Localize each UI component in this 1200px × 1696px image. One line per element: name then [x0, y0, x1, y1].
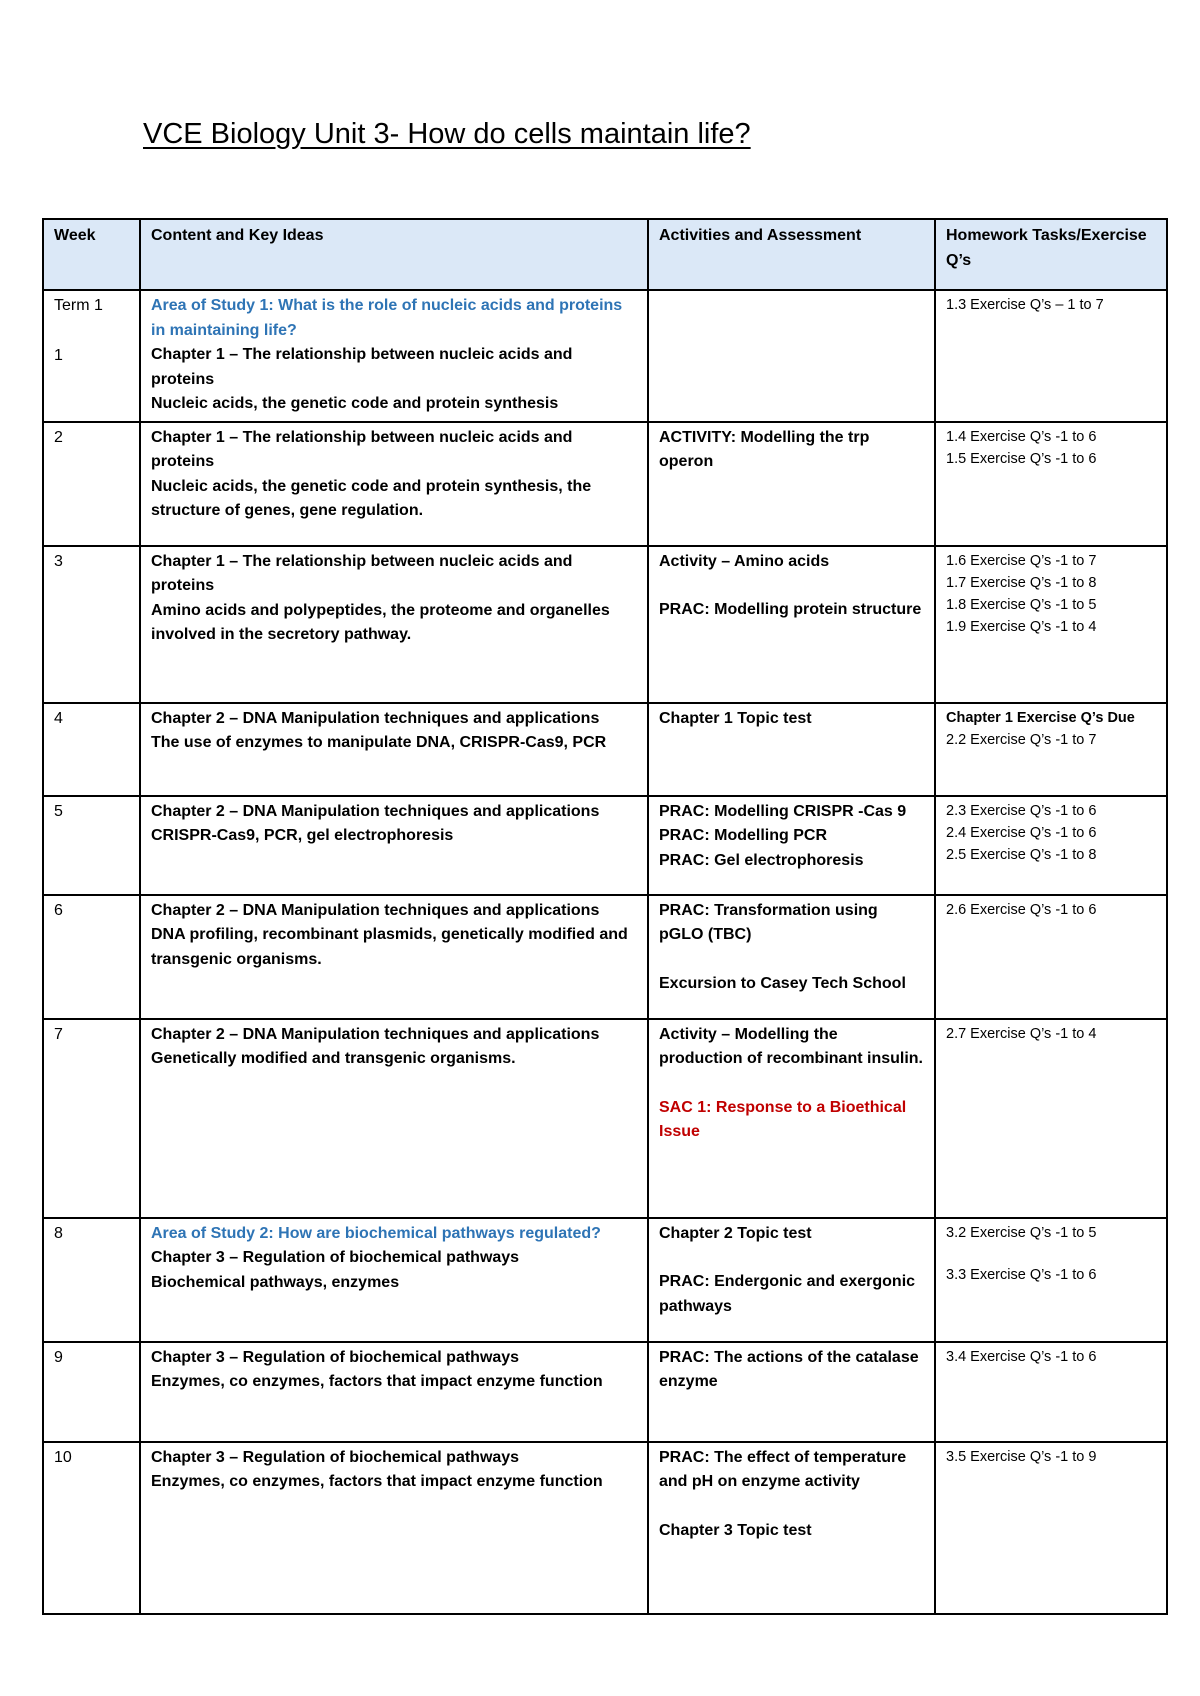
week-cell: 7 — [43, 1019, 140, 1218]
homework-item: 1.9 Exercise Q’s -1 to 4 — [946, 618, 1097, 635]
table-row — [43, 422, 1167, 546]
content-cell — [140, 1019, 648, 1218]
homework-due-notice: Chapter 1 Exercise Q’s Due — [946, 709, 1135, 726]
activity-item: PRAC: Modelling CRISPR -Cas 9 — [659, 802, 907, 820]
header-activities: Activities and Assessment — [648, 219, 935, 290]
content-cell — [140, 546, 648, 703]
chapter-title: Chapter 2 – DNA Manipulation techniques and applications — [151, 901, 600, 919]
homework-item: 2.3 Exercise Q’s -1 to 6 — [946, 802, 1097, 819]
activity-item: Activity – Amino acids — [659, 552, 830, 570]
activities-cell — [648, 703, 935, 796]
activities-cell — [648, 796, 935, 895]
content-cell — [140, 422, 648, 546]
activity-item: Chapter 1 Topic test — [659, 709, 812, 727]
week-cell: 10 — [43, 1442, 140, 1614]
table-row — [43, 796, 1167, 895]
activities-cell — [648, 290, 935, 422]
homework-item: 2.2 Exercise Q’s -1 to 7 — [946, 731, 1097, 748]
chapter-title: Chapter 3 – Regulation of biochemical pathways — [151, 1348, 520, 1366]
activities-cell — [648, 1442, 935, 1614]
activity-item: PRAC: Modelling PCR — [659, 827, 827, 844]
homework-item: 1.6 Exercise Q’s -1 to 7 — [946, 552, 1097, 569]
table-header-row — [43, 219, 1167, 290]
area-of-study: Area of Study 1: What is the role of nucleic acids and proteins in maintaining life? — [151, 297, 623, 339]
table-row — [43, 703, 1167, 796]
activities-cell — [648, 895, 935, 1019]
homework-item: 2.4 Exercise Q’s -1 to 6 — [946, 824, 1097, 841]
homework-item: 1.8 Exercise Q’s -1 to 5 — [946, 596, 1097, 613]
week-cell: 2 — [43, 422, 140, 546]
table-row — [43, 546, 1167, 703]
homework-item: 1.4 Exercise Q’s -1 to 6 — [946, 428, 1097, 445]
activity-item: PRAC: Modelling protein structure — [659, 601, 922, 618]
activity-item: PRAC: Transformation using pGLO (TBC) — [659, 901, 878, 943]
activities-cell — [648, 1342, 935, 1442]
week-cell: 6 — [43, 895, 140, 1019]
week-cell: 3 — [43, 546, 140, 703]
key-ideas: DNA profiling, recombinant plasmids, genetically modified and transgenic organisms. — [151, 926, 628, 968]
homework-item: 2.7 Exercise Q’s -1 to 4 — [946, 1025, 1097, 1042]
chapter-title: Chapter 2 – DNA Manipulation techniques and applications — [151, 1025, 600, 1043]
homework-cell — [935, 1218, 1167, 1342]
header-content: Content and Key Ideas — [140, 219, 648, 290]
key-ideas: Nucleic acids, the genetic code and protein synthesis — [151, 395, 559, 412]
homework-cell — [935, 1442, 1167, 1614]
chapter-title: Chapter 2 – DNA Manipulation techniques and applications — [151, 802, 600, 820]
activity-item: Excursion to Casey Tech School — [659, 974, 906, 992]
homework-item: 1.7 Exercise Q’s -1 to 8 — [946, 574, 1097, 591]
homework-item: 1.3 Exercise Q’s – 1 to 7 — [946, 297, 1104, 313]
homework-item: 3.2 Exercise Q’s -1 to 5 — [946, 1224, 1097, 1241]
key-ideas: CRISPR-Cas9, PCR, gel electrophoresis — [151, 827, 454, 844]
homework-item: 1.5 Exercise Q’s -1 to 6 — [946, 450, 1097, 467]
homework-item: 3.3 Exercise Q’s -1 to 6 — [946, 1266, 1097, 1283]
key-ideas: Biochemical pathways, enzymes — [151, 1273, 400, 1291]
activity-item: Chapter 3 Topic test — [659, 1521, 812, 1539]
table-row — [43, 1342, 1167, 1442]
key-ideas: Amino acids and polypeptides, the proteome and organelles involved in the secretory pathway. — [151, 601, 610, 643]
chapter-title: Chapter 1 – The relationship between nucleic acids and proteins — [151, 428, 573, 470]
header-week: Week — [43, 219, 140, 290]
activity-item: Activity – Modelling the production of recombinant insulin. — [659, 1025, 923, 1067]
chapter-title: Chapter 1 – The relationship between nucleic acids and proteins — [151, 552, 573, 594]
content-cell — [140, 1442, 648, 1614]
week-cell — [43, 290, 140, 422]
homework-item: 2.6 Exercise Q’s -1 to 6 — [946, 901, 1097, 918]
chapter-title: Chapter 3 – Regulation of biochemical pathways — [151, 1448, 520, 1466]
homework-cell — [935, 703, 1167, 796]
week-cell: 8 — [43, 1218, 140, 1342]
key-ideas: Nucleic acids, the genetic code and protein synthesis, the structure of genes, gene regulation. — [151, 477, 592, 519]
activities-cell — [648, 1019, 935, 1218]
content-cell — [140, 703, 648, 796]
sac-assessment: SAC 1: Response to a Bioethical Issue — [659, 1098, 907, 1140]
key-ideas: Enzymes, co enzymes, factors that impact enzyme function — [151, 1373, 603, 1390]
homework-cell — [935, 290, 1167, 422]
homework-cell — [935, 546, 1167, 703]
chapter-title: Chapter 2 – DNA Manipulation techniques and applications — [151, 709, 600, 727]
homework-cell — [935, 422, 1167, 546]
homework-cell — [935, 895, 1167, 1019]
activities-cell — [648, 1218, 935, 1342]
table-row — [43, 895, 1167, 1019]
homework-cell — [935, 1019, 1167, 1218]
week-cell: 5 — [43, 796, 140, 895]
activity-item: Chapter 2 Topic test — [659, 1224, 812, 1242]
term-label: Term 1 — [54, 297, 103, 314]
content-cell — [140, 895, 648, 1019]
area-of-study: Area of Study 2: How are biochemical pathways regulated? — [151, 1224, 601, 1242]
activities-cell — [648, 546, 935, 703]
homework-item: 2.5 Exercise Q’s -1 to 8 — [946, 846, 1097, 863]
table-row — [43, 290, 1167, 422]
homework-item: 3.5 Exercise Q’s -1 to 9 — [946, 1448, 1097, 1465]
activity-item: PRAC: The actions of the catalase enzyme — [659, 1348, 919, 1390]
week-cell: 4 — [43, 703, 140, 796]
activity-item: PRAC: The effect of temperature and pH on enzyme activity — [659, 1448, 907, 1490]
content-cell — [140, 1218, 648, 1342]
activities-cell — [648, 422, 935, 546]
week-cell: 9 — [43, 1342, 140, 1442]
content-cell — [140, 796, 648, 895]
content-cell — [140, 1342, 648, 1442]
activity-item: PRAC: Gel electrophoresis — [659, 851, 864, 869]
activity-item: ACTIVITY: Modelling the trp operon — [659, 428, 870, 470]
chapter-title: Chapter 3 – Regulation of biochemical pathways — [151, 1249, 520, 1266]
key-ideas: The use of enzymes to manipulate DNA, CRISPR-Cas9, PCR — [151, 734, 607, 751]
homework-item: 3.4 Exercise Q’s -1 to 6 — [946, 1348, 1097, 1365]
activity-item: PRAC: Endergonic and exergonic pathways — [659, 1273, 916, 1315]
table-row — [43, 1442, 1167, 1614]
week-number: 1 — [54, 346, 63, 364]
table-row — [43, 1019, 1167, 1218]
homework-cell — [935, 796, 1167, 895]
key-ideas: Genetically modified and transgenic organisms. — [151, 1050, 516, 1067]
key-ideas: Enzymes, co enzymes, factors that impact enzyme function — [151, 1473, 603, 1490]
table-row — [43, 1218, 1167, 1342]
header-homework: Homework Tasks/Exercise Q’s — [935, 219, 1167, 290]
homework-cell — [935, 1342, 1167, 1442]
chapter-title: Chapter 1 – The relationship between nucleic acids and proteins — [151, 346, 573, 388]
page-title: VCE Biology Unit 3- How do cells maintain life? — [143, 118, 751, 150]
unit-plan-table — [42, 218, 1168, 1615]
content-cell — [140, 290, 648, 422]
